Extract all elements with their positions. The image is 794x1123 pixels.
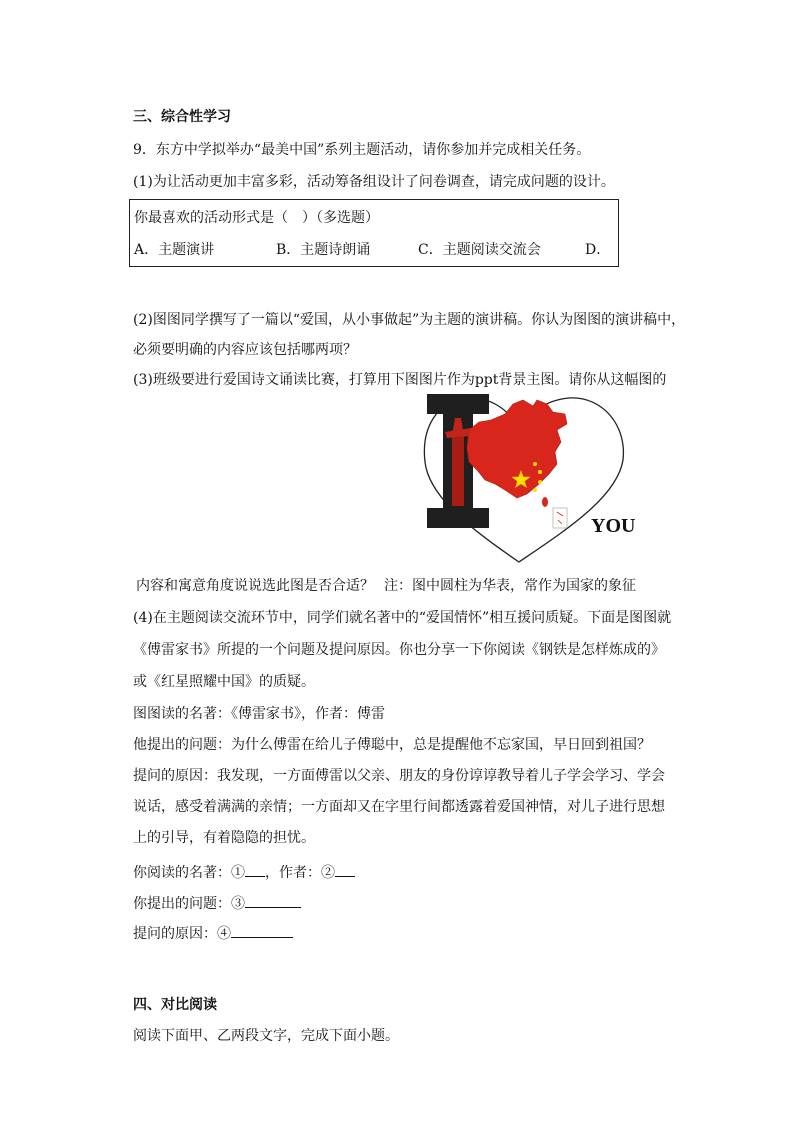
- section4-intro: 阅读下面甲、乙两段文字，完成下面小题。: [133, 1028, 399, 1044]
- answer-blank-1[interactable]: [245, 860, 265, 877]
- huabiao-pillar-icon: [452, 430, 464, 506]
- subquestion-4-line1: (4)在主题阅读交流环节中，同学们就名著中的“爱国情怀”相互援问质疑。下面是图图就: [133, 610, 672, 626]
- subquestion-4-line3: 或《红星照耀中国》的质疑。: [133, 674, 315, 690]
- fill-author-label: ，作者：: [265, 865, 321, 881]
- letter-i-top: [427, 394, 489, 414]
- subquestion-1: (1)为让活动更加丰富多彩，活动筹备组设计了问卷调查，请完成问题的设计。: [133, 174, 615, 190]
- subquestion-2-line2: 必须要明确的内容应该包括哪两项？: [133, 342, 357, 358]
- blank-marker-4: ④: [217, 926, 231, 942]
- blank-marker-1: ①: [231, 865, 245, 881]
- fill-reason-label: 提问的原因：: [133, 926, 217, 942]
- subquestion-3-line2: 内容和寓意角度说说选此图是否合适？: [136, 578, 374, 594]
- south-sea-inset: [553, 508, 567, 528]
- survey-option-c: C．主题阅读交流会: [418, 242, 541, 258]
- fill-book-label: 你阅读的名著：: [133, 865, 231, 881]
- survey-option-b: B．主题诗朗诵: [276, 242, 371, 258]
- blank-marker-2: ②: [321, 865, 335, 881]
- example-question-line: 他提出的问题：为什么傅雷在给儿子傅聪中，总是提醒他不忘家国，早日回到祖国？: [133, 737, 651, 753]
- fill-line-reason: [133, 921, 293, 944]
- answer-blank-4[interactable]: [231, 921, 293, 938]
- figure-note: 注：图中圆柱为华表，常作为国家的象征: [384, 578, 636, 594]
- example-reason-line1: 提问的原因：我发现，一方面傅雷以父亲、朋友的身份谆谆教导着儿子学会学习、学会: [133, 768, 665, 784]
- answer-blank-2[interactable]: [335, 860, 355, 877]
- fill-line-question: [133, 891, 301, 914]
- example-reason-line2: 说话，感受着满满的亲情；一方面却又在字里行间都透露着爱国神情，对儿子进行思想: [133, 799, 665, 815]
- survey-option-d: D．: [585, 242, 611, 258]
- survey-option-a: A．主题演讲: [134, 242, 215, 258]
- section4-heading: 四、对比阅读: [133, 997, 217, 1013]
- survey-question: 你最喜欢的活动形式是（ ）（多选题）: [134, 210, 379, 226]
- letter-i-bottom: [427, 508, 489, 528]
- survey-box: [129, 199, 619, 267]
- fill-line-book: [133, 860, 355, 883]
- question-9: 9．东方中学拟举办“最美中国”系列主题活动，请你参加并完成相关任务。: [133, 142, 591, 158]
- subquestion-2-line1: (2)图图同学撰写了一篇以“爱国，从小事做起”为主题的演讲稿。你认为图图的演讲稿中，: [133, 312, 686, 328]
- section3-heading: 三、综合性学习: [133, 109, 231, 125]
- fill-question-label: 你提出的问题：: [133, 896, 231, 912]
- answer-blank-3[interactable]: [245, 891, 301, 908]
- subquestion-3-line1: (3)班级要进行爱国诗文诵读比赛，打算用下图图片作为ppt背景主图。请你从这幅图的: [133, 372, 667, 388]
- example-reason-line3: 上的引导，有着隐隐的担忧。: [133, 830, 315, 846]
- subquestion-4-line2: 《傅雷家书》所提的一个问题及提问原因。你也分享一下你阅读《钢铁是怎样炼成的》: [133, 642, 665, 658]
- blank-marker-3: ③: [231, 896, 245, 912]
- example-book-line: 图图读的名著：《傅雷家书》，作者：傅雷: [133, 706, 385, 722]
- i-love-china-figure: [417, 390, 636, 568]
- you-text: YOU: [591, 515, 636, 537]
